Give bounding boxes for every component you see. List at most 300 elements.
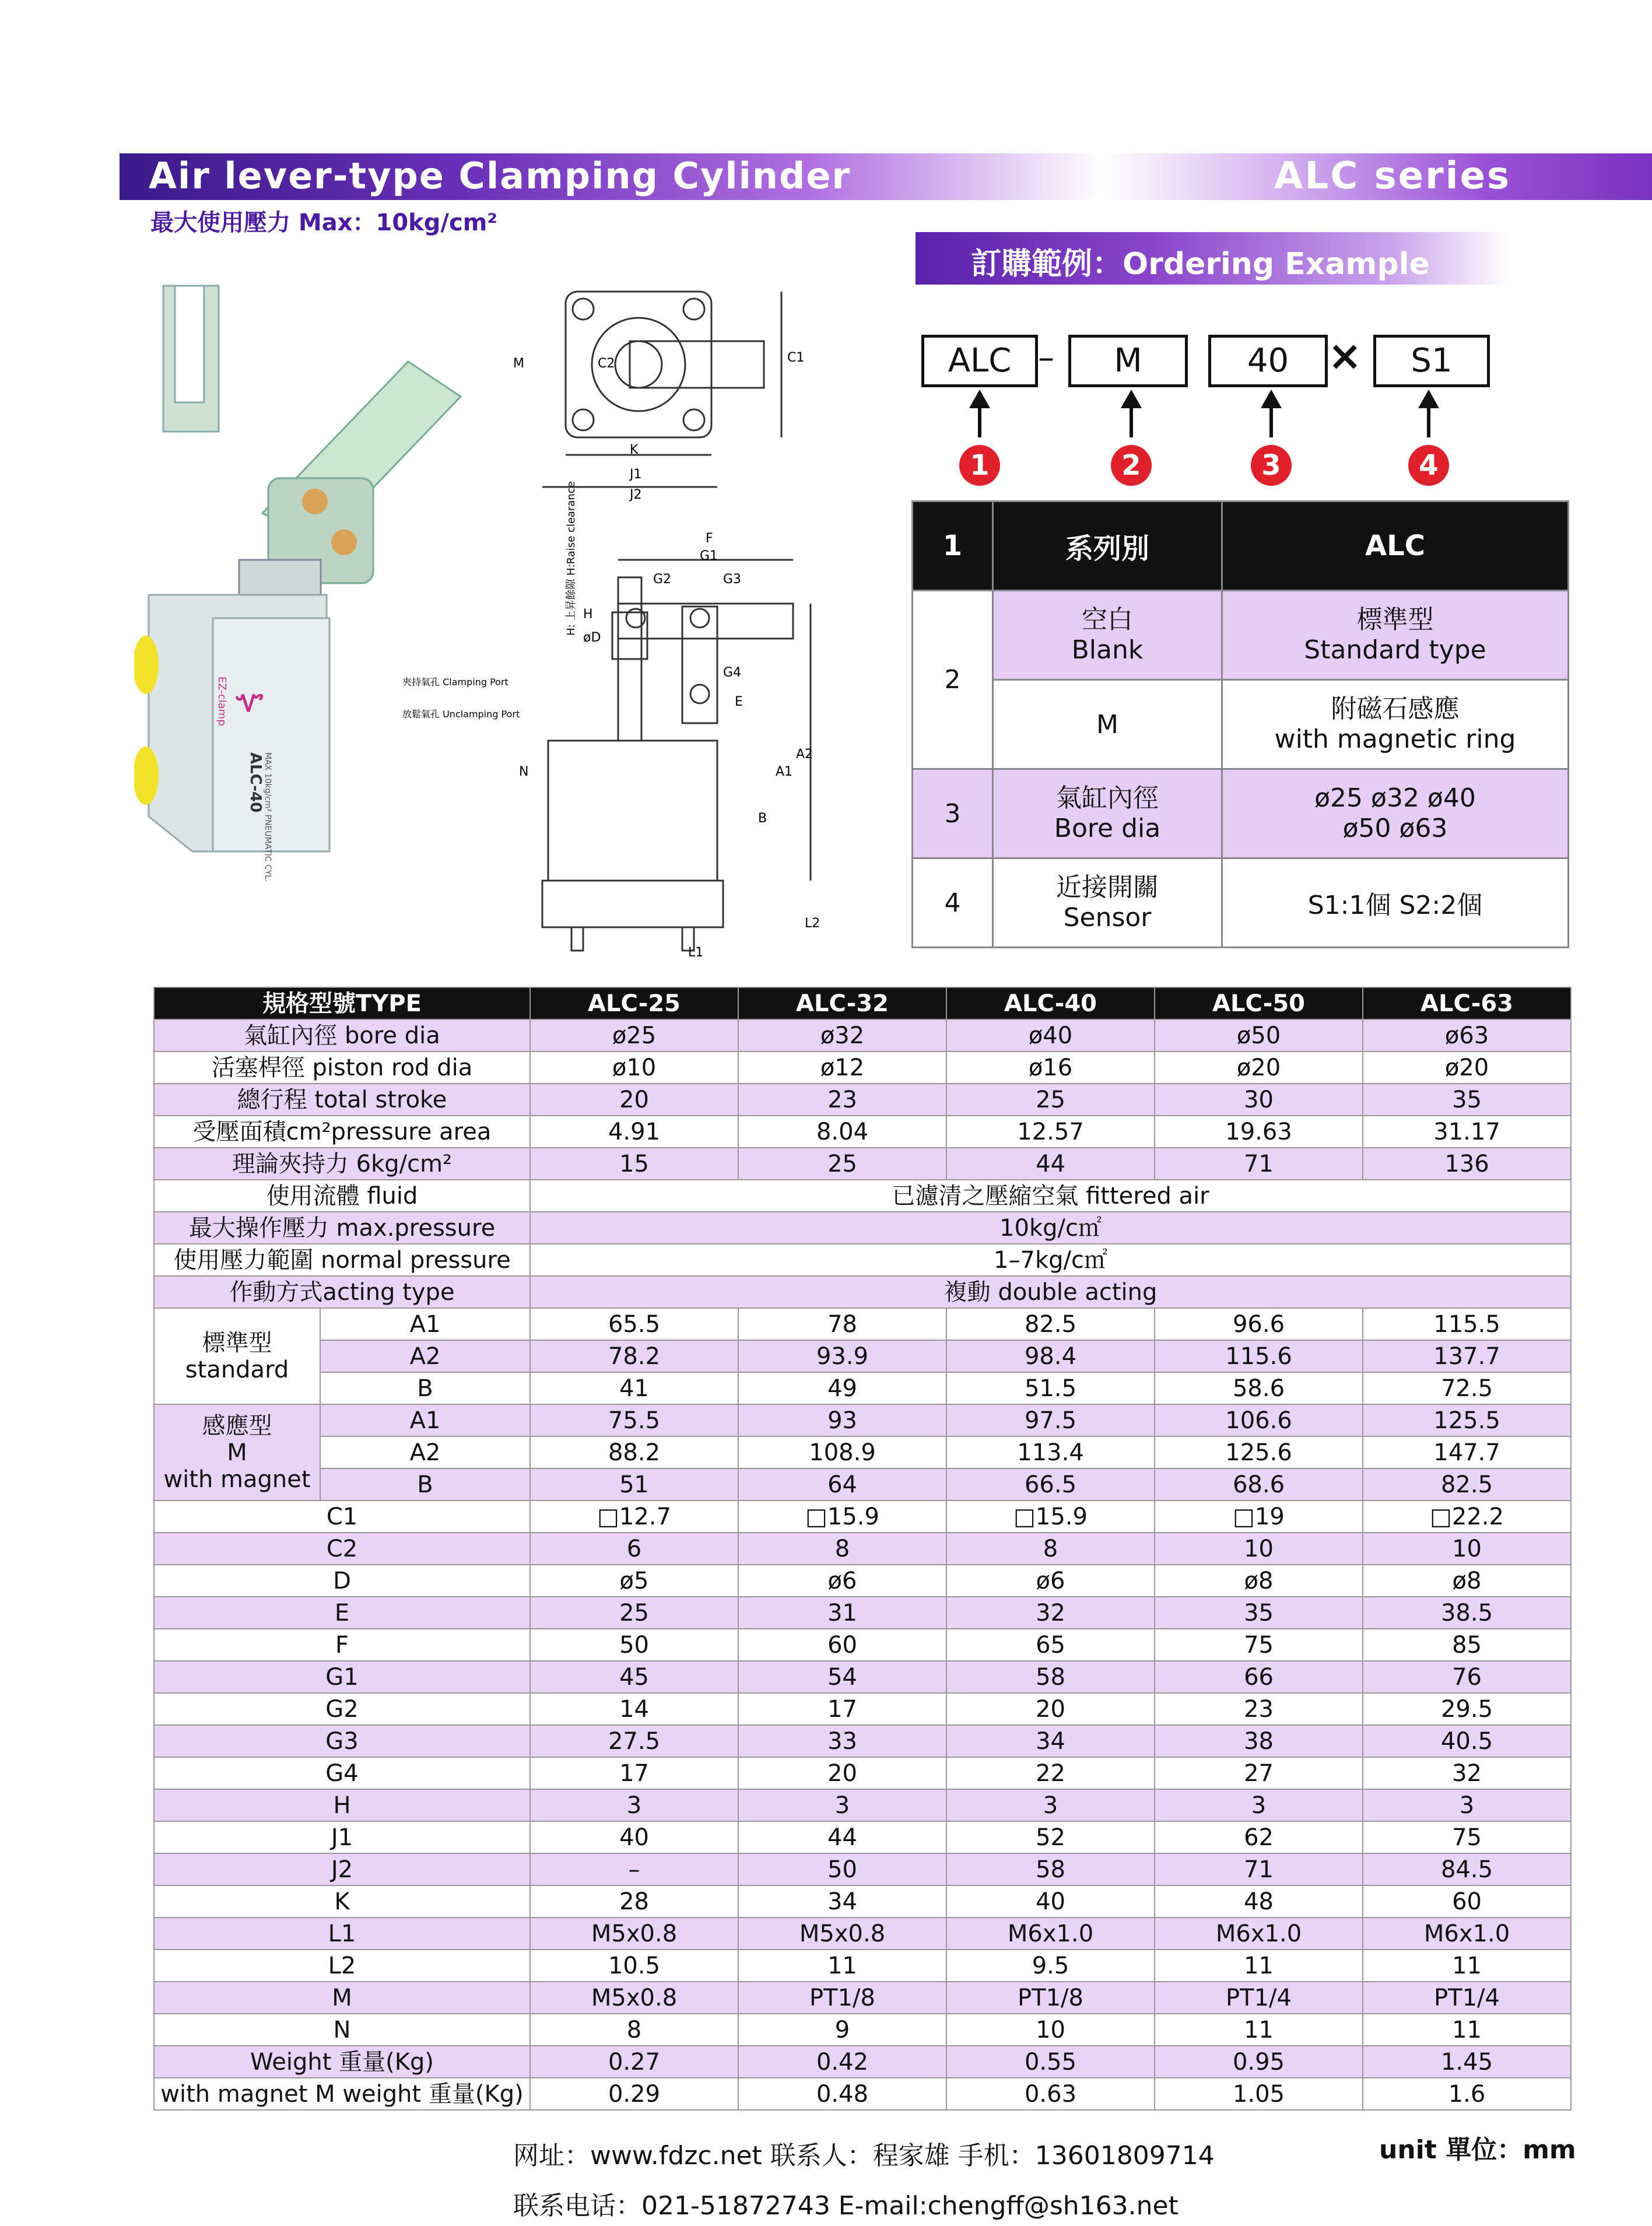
spec-value: 106.6: [1155, 1404, 1363, 1436]
spec-value: 93.9: [738, 1340, 946, 1372]
spec-value: 30: [1155, 1084, 1363, 1116]
spec-value: 14: [530, 1693, 738, 1725]
dim-label-g2: G2: [653, 572, 672, 587]
table-row: [154, 1982, 1571, 2014]
spec-value: 65: [946, 1629, 1155, 1661]
dim-label-d: øD: [583, 630, 601, 645]
spec-value: 115.5: [1363, 1308, 1571, 1340]
footer-phone-email: 联系电话：021-51872743 E-mail:chengff@sh163.net: [513, 2191, 1179, 2221]
table-row: [154, 1212, 1571, 1244]
group-label-line: M: [227, 1439, 247, 1466]
spec-value: 98.4: [946, 1340, 1155, 1372]
spec-value: 93: [738, 1404, 946, 1436]
spec-value: 17: [738, 1693, 946, 1725]
spec-value: 3: [738, 1789, 946, 1821]
cylinder-photo: [134, 286, 461, 882]
spec-value: 64: [738, 1468, 946, 1501]
spec-value: 136: [1363, 1148, 1571, 1180]
table-row: [154, 1725, 1571, 1757]
dim-label-c2: C2: [598, 356, 615, 371]
spec-value: 72.5: [1363, 1372, 1571, 1404]
table-row: [154, 1180, 1571, 1212]
dim-label-a1: A1: [776, 765, 793, 779]
value-line2: ø50 ø63: [1342, 814, 1448, 843]
spec-value: 51: [530, 1468, 738, 1501]
spec-value: ø10: [530, 1051, 738, 1084]
ordering-value-sensor: S1:1個 S2:2個: [1222, 858, 1569, 948]
code-times: ×: [1328, 332, 1362, 380]
spec-value: PT1/4: [1363, 1982, 1571, 2014]
spec-value: 25: [946, 1084, 1155, 1116]
code-sensor: S1: [1373, 335, 1490, 387]
spec-value: 82.5: [946, 1308, 1155, 1340]
spec-value: ø5: [530, 1565, 738, 1597]
spec-value: 82.5: [1363, 1468, 1571, 1501]
spec-dim-label: J2: [154, 1853, 530, 1885]
ordering-header-label: 系列別: [993, 502, 1222, 591]
spec-value: 78.2: [530, 1340, 738, 1372]
ordering-value-standard: [1222, 591, 1569, 680]
spec-value: 40: [530, 1821, 738, 1853]
spec-value: 20: [946, 1693, 1155, 1725]
spec-dim-label: G2: [154, 1693, 530, 1725]
code-bore: 40: [1208, 335, 1328, 387]
spec-value: □19: [1155, 1501, 1363, 1533]
table-row: [154, 1629, 1571, 1661]
spec-value: 52: [946, 1821, 1155, 1853]
spec-value: 51.5: [946, 1372, 1155, 1404]
spec-value: 75.5: [530, 1404, 738, 1436]
spec-value: 35: [1155, 1597, 1363, 1629]
table-row: [154, 1950, 1571, 1982]
spec-value: 66.5: [946, 1468, 1155, 1501]
spec-header-model: ALC-25: [530, 987, 738, 1019]
table-row: [154, 1340, 1571, 1372]
spec-value: 9.5: [946, 1950, 1155, 1982]
spec-value: 28: [530, 1885, 738, 1917]
brand-logo: Ꮙ: [236, 690, 264, 717]
ordering-label-blank: [993, 591, 1222, 680]
spec-value: ø8: [1363, 1565, 1571, 1597]
dim-label-e: E: [735, 695, 743, 709]
spec-value: 137.7: [1363, 1340, 1571, 1372]
model-sub-text: MAX 10kg/cm² PNEUMATIC CYL.: [263, 752, 272, 882]
spec-value: 44: [738, 1821, 946, 1853]
spec-value: 10: [1155, 1533, 1363, 1565]
spec-header-type: 規格型號TYPE: [154, 987, 530, 1019]
spec-value: 34: [946, 1725, 1155, 1757]
label-en: Bore dia: [1054, 814, 1161, 843]
spec-value: 6: [530, 1533, 738, 1565]
spec-group-label: [154, 1308, 320, 1404]
ordering-header-num: 1: [913, 502, 993, 591]
spec-value: M5x0.8: [738, 1917, 946, 1950]
spec-value: M6x1.0: [1155, 1917, 1363, 1950]
spec-header-row: [154, 987, 1571, 1019]
spec-dim-label: M: [154, 1982, 530, 2014]
spec-value: 88.2: [530, 1436, 738, 1468]
max-pressure-subtitle: 最大使用壓力 Max：10kg/cm²: [150, 209, 497, 236]
spec-merged-value: 複動 double acting: [530, 1276, 1571, 1308]
spec-value: 60: [738, 1629, 946, 1661]
spec-value: PT1/8: [946, 1982, 1155, 2014]
spec-value: 31: [738, 1597, 946, 1629]
spec-dim-label: B: [320, 1468, 530, 1501]
dim-label-f: F: [706, 531, 713, 546]
group-label-line: 標準型: [202, 1329, 272, 1356]
dim-label-n: N: [519, 765, 529, 779]
spec-value: 115.6: [1155, 1340, 1363, 1372]
spec-value: 23: [738, 1084, 946, 1116]
table-row: [154, 1116, 1571, 1148]
spec-dim-label: A1: [320, 1404, 530, 1436]
unit-label: unit 單位：mm: [1379, 2135, 1576, 2165]
spec-row-label: 使用壓力範圍 normal pressure: [154, 1244, 530, 1276]
spec-dim-label: H: [154, 1789, 530, 1821]
table-row: [154, 1084, 1571, 1116]
spec-value: 4.91: [530, 1116, 738, 1148]
spec-value: 10: [1363, 1533, 1571, 1565]
spec-value: 8.04: [738, 1116, 946, 1148]
spec-value: 32: [1363, 1757, 1571, 1789]
label-zh: 空白: [1082, 605, 1133, 635]
spec-value: 125.6: [1155, 1436, 1363, 1468]
spec-value: 15: [530, 1148, 738, 1180]
spec-value: 40: [946, 1885, 1155, 1917]
dim-label-g3: G3: [723, 572, 742, 587]
spec-dim-label: A2: [320, 1436, 530, 1468]
spec-value: M6x1.0: [946, 1917, 1155, 1950]
spec-value: 31.17: [1363, 1116, 1571, 1148]
spec-value: 1.05: [1155, 2078, 1363, 2110]
table-row: [154, 1597, 1571, 1629]
spec-value: 10: [946, 2014, 1155, 2046]
table-row: [154, 2014, 1571, 2046]
spec-dim-label: F: [154, 1629, 530, 1661]
ordering-value-magnet: [1222, 680, 1569, 769]
spec-value: ø8: [1155, 1565, 1363, 1597]
spec-value: 71: [1155, 1148, 1363, 1180]
table-row: [154, 1789, 1571, 1821]
port-b-label: 放鬆氣孔 Unclamping Port: [402, 709, 520, 720]
spec-value: 75: [1363, 1821, 1571, 1853]
spec-value: □12.7: [530, 1501, 738, 1533]
spec-value: 50: [738, 1853, 946, 1885]
label-zh: 近接開關: [1056, 872, 1159, 902]
spec-value: ø20: [1363, 1051, 1571, 1084]
spec-value: 60: [1363, 1885, 1571, 1917]
spec-value: 49: [738, 1372, 946, 1404]
ordering-label-sensor: [993, 858, 1222, 948]
spec-dim-label: L2: [154, 1950, 530, 1982]
spec-row-label: 最大操作壓力 max.pressure: [154, 1212, 530, 1244]
spec-dim-label: G4: [154, 1757, 530, 1789]
label-en: Blank: [1071, 635, 1144, 665]
step-number-3: 3: [1251, 445, 1292, 486]
spec-value: 8: [738, 1533, 946, 1565]
dim-label-g4: G4: [723, 665, 742, 680]
spec-merged-value: 10kg/c㎡: [530, 1212, 1571, 1244]
value-zh: 標準型: [1356, 605, 1434, 635]
table-row: [154, 1693, 1571, 1725]
spec-value: 20: [530, 1084, 738, 1116]
spec-value: 22: [946, 1757, 1155, 1789]
spec-value: 3: [1363, 1789, 1571, 1821]
spec-header-model: ALC-63: [1363, 987, 1571, 1019]
footer-contact: 网址：www.fdzc.net 联系人：程家雄 手机：13601809714: [513, 2141, 1215, 2171]
spec-value: 125.5: [1363, 1404, 1571, 1436]
spec-value: 17: [530, 1757, 738, 1789]
spec-merged-value: 1–7kg/c㎡: [530, 1244, 1571, 1276]
spec-value: 0.27: [530, 2046, 738, 2078]
value-en: with magnetic ring: [1274, 724, 1516, 754]
table-row: [154, 1565, 1571, 1597]
ordering-row-num: 3: [913, 769, 993, 858]
spec-value: 11: [1363, 2014, 1571, 2046]
spec-value: 1.45: [1363, 2046, 1571, 2078]
spec-value: 0.42: [738, 2046, 946, 2078]
spec-value: 0.29: [530, 2078, 738, 2110]
table-row: [154, 1501, 1571, 1533]
spec-value: 84.5: [1363, 1853, 1571, 1885]
spec-value: 58: [946, 1853, 1155, 1885]
spec-value: 3: [530, 1789, 738, 1821]
model-text: ALC-40: [247, 752, 264, 813]
spec-value: ø63: [1363, 1019, 1571, 1051]
spec-row-label: 氣缸內徑 bore dia: [154, 1019, 530, 1051]
spec-value: □15.9: [946, 1501, 1155, 1533]
ordering-title: 訂購範例：Ordering Example: [971, 247, 1430, 282]
spec-value: 66: [1155, 1661, 1363, 1693]
spec-value: 62: [1155, 1821, 1363, 1853]
spec-value: 29.5: [1363, 1693, 1571, 1725]
step-number-4: 4: [1408, 445, 1449, 486]
table-row: [154, 1468, 1571, 1501]
spec-group-label: [154, 1404, 320, 1501]
spec-row-label: 受壓面積cm²pressure area: [154, 1116, 530, 1148]
table-row: [154, 1436, 1571, 1468]
technical-drawing: [134, 268, 910, 968]
dim-label-j1: J1: [630, 467, 642, 482]
spec-value: 27: [1155, 1757, 1363, 1789]
table-row: [154, 2078, 1571, 2110]
spec-value: 3: [1155, 1789, 1363, 1821]
spec-value: 1.6: [1363, 2078, 1571, 2110]
spec-value: 96.6: [1155, 1308, 1363, 1340]
step-number-1: 1: [959, 445, 1000, 486]
spec-dim-label: with magnet M weight 重量(Kg): [154, 2078, 530, 2110]
dim-label-g1: G1: [700, 549, 718, 563]
ordering-label-bore: [993, 769, 1222, 858]
table-row: [154, 1308, 1571, 1340]
spec-value: 8: [946, 1533, 1155, 1565]
table-row: [154, 1244, 1571, 1276]
dim-label-c1: C1: [787, 350, 805, 365]
ordering-row-num: 4: [913, 858, 993, 948]
spec-value: 40.5: [1363, 1725, 1571, 1757]
table-row: [154, 1757, 1571, 1789]
port-a-label: 夾持氣孔 Clamping Port: [402, 676, 508, 688]
group-label-line: standard: [185, 1356, 289, 1383]
table-row: [154, 1276, 1571, 1308]
spec-value: □15.9: [738, 1501, 946, 1533]
table-row: [154, 1051, 1571, 1084]
spec-value: 147.7: [1363, 1436, 1571, 1468]
table-row: [154, 1821, 1571, 1853]
table-row: [154, 1019, 1571, 1051]
spec-value: 32: [946, 1597, 1155, 1629]
spec-value: 12.57: [946, 1116, 1155, 1148]
brand-text: EZ-clamp: [216, 676, 228, 726]
spec-dim-label: D: [154, 1565, 530, 1597]
dim-label-l1: L1: [688, 945, 704, 960]
spec-dim-label: G3: [154, 1725, 530, 1757]
table-row: [154, 1853, 1571, 1885]
spec-value: M6x1.0: [1363, 1917, 1571, 1950]
spec-value: 0.48: [738, 2078, 946, 2110]
code-series: ALC: [921, 335, 1038, 387]
spec-value: ø25: [530, 1019, 738, 1051]
spec-value: ø20: [1155, 1051, 1363, 1084]
spec-value: 27.5: [530, 1725, 738, 1757]
spec-value: 97.5: [946, 1404, 1155, 1436]
spec-value: 0.55: [946, 2046, 1155, 2078]
spec-value: 75: [1155, 1629, 1363, 1661]
spec-dim-label: C2: [154, 1533, 530, 1565]
page-title: Air lever-type Clamping Cylinder: [149, 155, 851, 197]
spec-dim-label: E: [154, 1597, 530, 1629]
table-row: [154, 1372, 1571, 1404]
spec-value: 76: [1363, 1661, 1571, 1693]
spec-value: 11: [1155, 2014, 1363, 2046]
spec-value: 44: [946, 1148, 1155, 1180]
spec-dim-label: B: [320, 1372, 530, 1404]
spec-value: 10.5: [530, 1950, 738, 1982]
spec-value: 58: [946, 1661, 1155, 1693]
arrow-line: [1427, 402, 1430, 437]
spec-value: 65.5: [530, 1308, 738, 1340]
spec-value: 113.4: [946, 1436, 1155, 1468]
spec-value: PT1/8: [738, 1982, 946, 2014]
ordering-row-num: 2: [913, 591, 993, 769]
spec-value: M5x0.8: [530, 1982, 738, 2014]
spec-dim-label: K: [154, 1885, 530, 1917]
ordering-header-value: ALC: [1222, 502, 1569, 591]
spec-value: 68.6: [1155, 1468, 1363, 1501]
spec-row-label: 使用流體 fluid: [154, 1180, 530, 1212]
spec-value: 20: [738, 1757, 946, 1789]
spec-merged-value: 已濾清之壓縮空氣 fittered air: [530, 1180, 1571, 1212]
table-row: [154, 1885, 1571, 1917]
table-row: [154, 1533, 1571, 1565]
value-en: Standard type: [1304, 635, 1486, 665]
dim-label-b: B: [758, 811, 767, 826]
spec-header-model: ALC-50: [1155, 987, 1363, 1019]
spec-value: M5x0.8: [530, 1917, 738, 1950]
spec-value: 35: [1363, 1084, 1571, 1116]
arrow-line: [1130, 402, 1133, 437]
spec-dim-label: A1: [320, 1308, 530, 1340]
table-row: [154, 1148, 1571, 1180]
spec-value: –: [530, 1853, 738, 1885]
side-view-drawing: [542, 560, 811, 951]
ordering-table: [911, 500, 1569, 948]
code-magnet: M: [1068, 335, 1188, 387]
spec-table: [153, 987, 1572, 2111]
series-title: ALC series: [1274, 155, 1511, 198]
spec-dim-label: Weight 重量(Kg): [154, 2046, 530, 2078]
spec-header-model: ALC-32: [738, 987, 946, 1019]
spec-value: 8: [530, 2014, 738, 2046]
table-row: [154, 1661, 1571, 1693]
spec-row-label: 作動方式acting type: [154, 1276, 530, 1308]
ordering-value-bore: [1222, 769, 1569, 858]
spec-row-label: 總行程 total stroke: [154, 1084, 530, 1116]
spec-dim-label: N: [154, 2014, 530, 2046]
spec-value: 41: [530, 1372, 738, 1404]
label-zh: 氣缸內徑: [1056, 783, 1159, 813]
spec-value: 3: [946, 1789, 1155, 1821]
spec-value: ø12: [738, 1051, 946, 1084]
spec-row-label: 理論夾持力 6kg/cm²: [154, 1148, 530, 1180]
spec-dim-label: J1: [154, 1821, 530, 1853]
spec-value: 0.95: [1155, 2046, 1363, 2078]
dim-label-h: H: [583, 607, 593, 622]
spec-value: 23: [1155, 1693, 1363, 1725]
spec-dim-label: C1: [154, 1501, 530, 1533]
spec-value: 25: [738, 1148, 946, 1180]
spec-dim-label: L1: [154, 1917, 530, 1950]
arrow-line: [978, 402, 981, 437]
dim-label-j2: J2: [630, 488, 642, 502]
ordering-label-m: M: [993, 680, 1222, 769]
spec-value: PT1/4: [1155, 1982, 1363, 2014]
spec-row-label: 活塞桿徑 piston rod dia: [154, 1051, 530, 1084]
spec-value: 50: [530, 1629, 738, 1661]
dim-label-k: K: [630, 443, 639, 457]
spec-value: 11: [1363, 1950, 1571, 1982]
arrow-line: [1269, 402, 1273, 437]
spec-value: 38: [1155, 1725, 1363, 1757]
dim-label-l2: L2: [805, 916, 820, 931]
spec-value: 85: [1363, 1629, 1571, 1661]
spec-value: 78: [738, 1308, 946, 1340]
spec-header-model: ALC-40: [946, 987, 1155, 1019]
group-label-line: with magnet: [163, 1466, 311, 1493]
value-zh: 附磁石感應: [1331, 694, 1460, 724]
spec-value: ø16: [946, 1051, 1155, 1084]
spec-dim-label: A2: [320, 1340, 530, 1372]
spec-value: 38.5: [1363, 1597, 1571, 1629]
step-number-2: 2: [1111, 445, 1152, 486]
spec-value: ø40: [946, 1019, 1155, 1051]
spec-value: ø6: [946, 1565, 1155, 1597]
spec-value: ø50: [1155, 1019, 1363, 1051]
spec-value: 25: [530, 1597, 738, 1629]
spec-value: 11: [738, 1950, 946, 1982]
spec-value: 0.63: [946, 2078, 1155, 2110]
spec-value: 9: [738, 2014, 946, 2046]
value-line1: ø25 ø32 ø40: [1314, 783, 1476, 813]
raise-clearance-label: H: 上昇餘隙 H:Raise clearance: [565, 481, 577, 636]
table-row: [154, 1917, 1571, 1950]
dim-label-m: M: [513, 356, 524, 371]
spec-value: 33: [738, 1725, 946, 1757]
table-row: [154, 2046, 1571, 2078]
spec-dim-label: G1: [154, 1661, 530, 1693]
spec-value: 108.9: [738, 1436, 946, 1468]
code-dash: –: [1038, 339, 1054, 377]
